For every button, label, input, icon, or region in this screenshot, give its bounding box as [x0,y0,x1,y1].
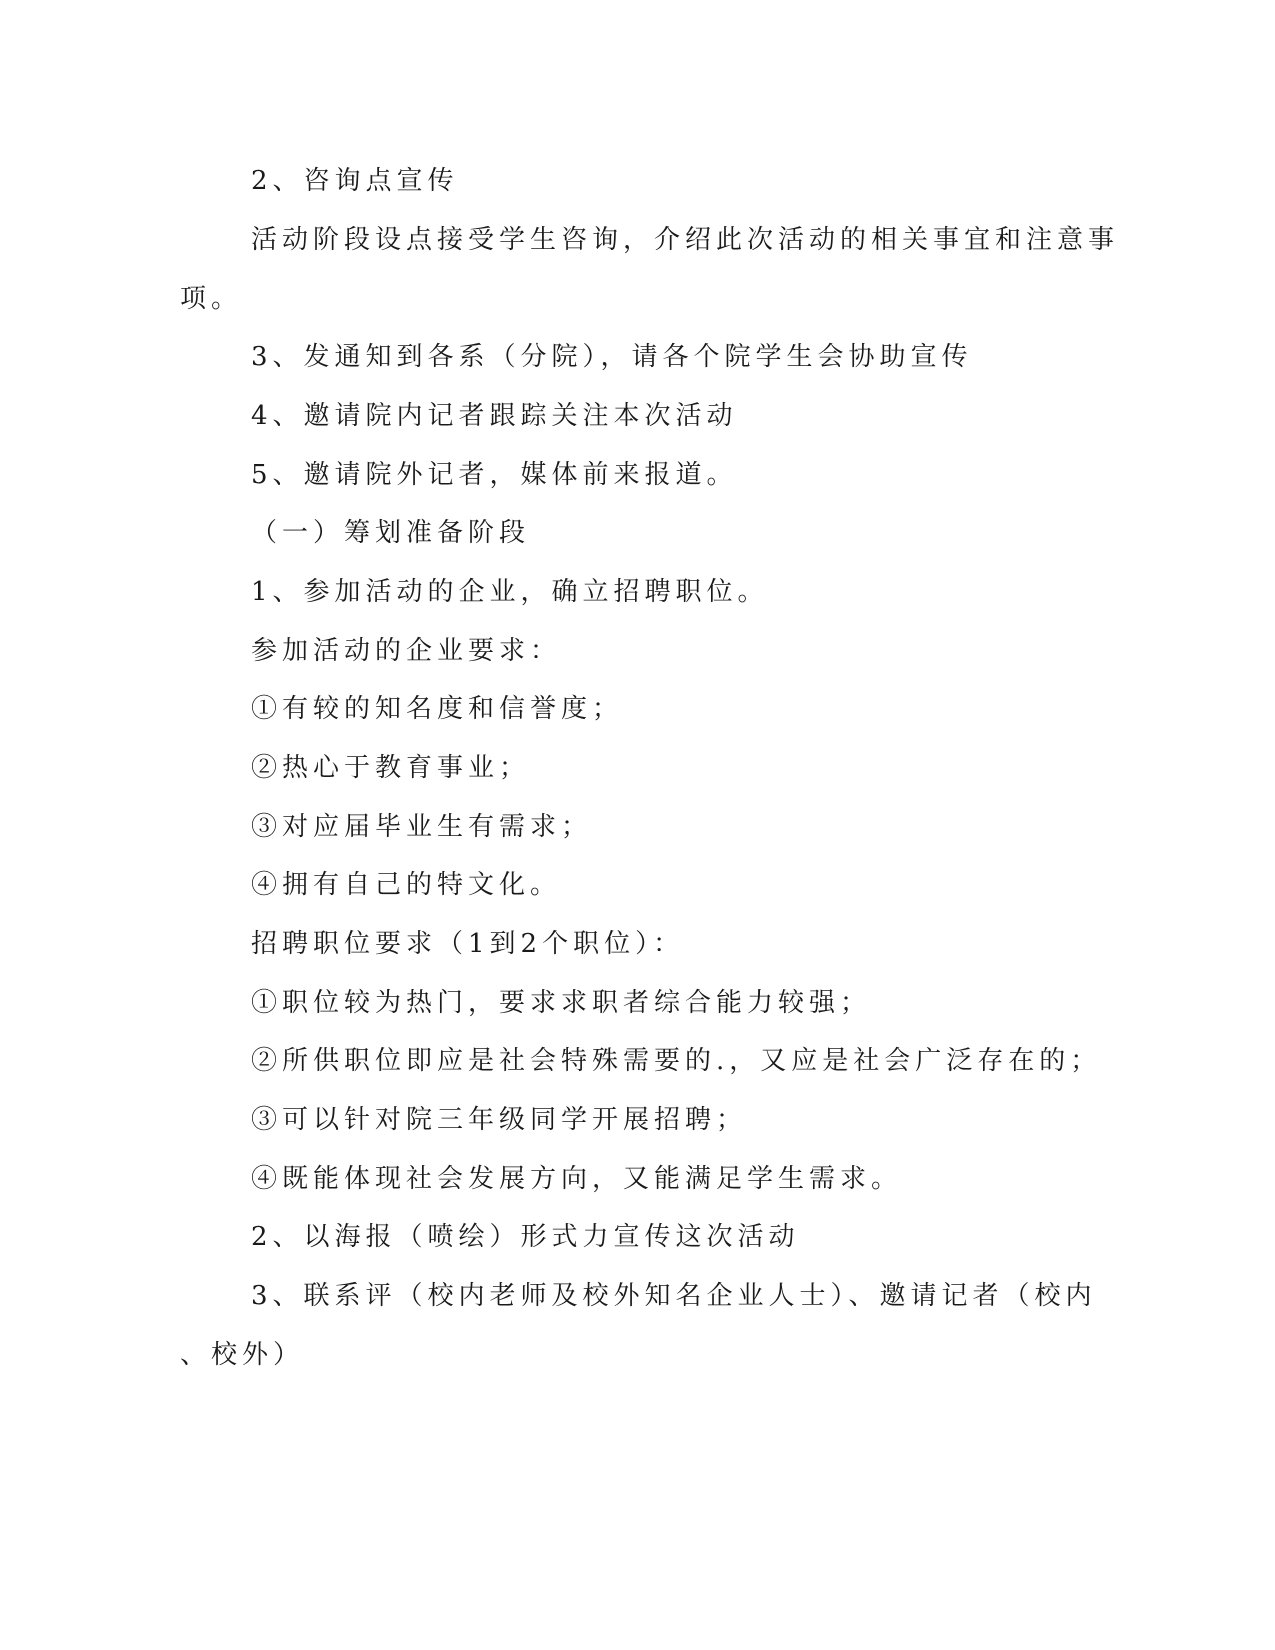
list-item: 5、邀请院外记者，媒体前来报道。 [251,460,738,490]
paragraph-text: 活动阶段设点接受学生咨询，介绍此次活动的相关事宜和注意事 [251,225,1120,255]
enumerated-item: ④既能体现社会发展方向，又能满足学生需求。 [251,1164,903,1194]
list-item: 4、邀请院内记者跟踪关注本次活动 [251,401,738,431]
paragraph-text-continued: 项。 [180,284,243,314]
list-item: 3、联系评（校内老师及校外知名企业人士）、邀请记者（校内 [251,1281,1097,1311]
paragraph-text: 招聘职位要求（1到2个职位）： [251,929,685,959]
list-item-continued: 、校外） [180,1340,305,1370]
paragraph-text: 参加活动的企业要求： [251,636,562,666]
enumerated-item: ②热心于教育事业； [251,753,531,783]
enumerated-item: ②所供职位即应是社会特殊需要的.，又应是社会广泛存在的； [251,1046,1102,1076]
list-item: 1、参加活动的企业，确立招聘职位。 [251,577,769,607]
enumerated-item: ③对应届毕业生有需求； [251,812,593,842]
section-heading-consultation: 2、咨询点宣传 [251,166,459,196]
section-heading-planning: （一）筹划准备阶段 [251,518,531,548]
enumerated-item: ①职位较为热门，要求求职者综合能力较强； [251,988,872,1018]
enumerated-item: ④拥有自己的特文化。 [251,870,562,900]
list-item: 2、以海报（喷绘）形式力宣传这次活动 [251,1222,800,1252]
list-item: 3、发通知到各系（分院），请各个院学生会协助宣传 [251,342,973,372]
enumerated-item: ①有较的知名度和信誉度； [251,694,624,724]
enumerated-item: ③可以针对院三年级同学开展招聘； [251,1105,748,1135]
